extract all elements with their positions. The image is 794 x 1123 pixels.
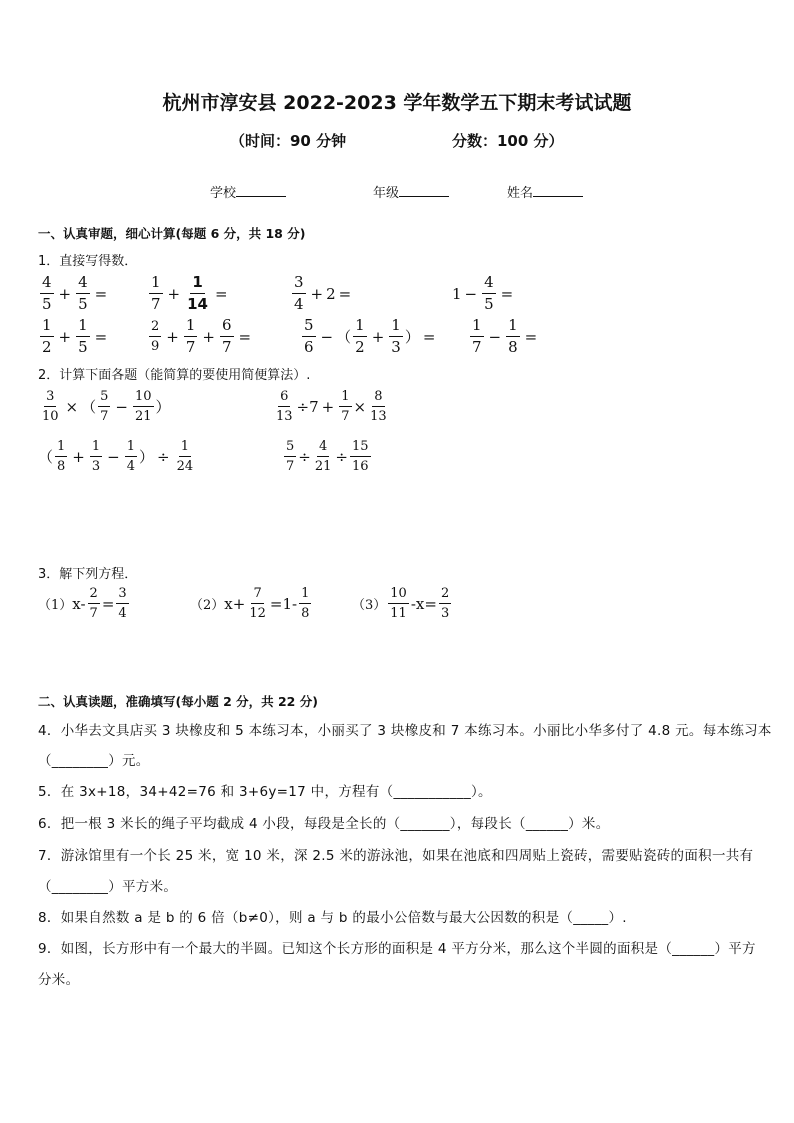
equation-1: （1） x- $\frac{2}{7}$ = $\frac{3}{4}$: [38, 586, 127, 621]
time-label: （时间：90 分钟: [230, 132, 347, 150]
expr-1g: $\frac{5}{6}$ − （ $\frac{1}{2}$ + $\frac{1}{3}$ ） =: [304, 316, 436, 356]
expr-2a: $\frac{3}{10}$ × （ $\frac{5}{7}$ − $\frac{10}{21}$ ）: [42, 389, 171, 424]
grade-blank[interactable]: [399, 184, 449, 197]
expr-2d: $\frac{5}{7}$ ÷ $\frac{4}{21}$ ÷ $\frac{15}{16}$: [286, 439, 369, 474]
expr-1h: $\frac{1}{7}$ − $\frac{1}{8}$ =: [472, 316, 538, 356]
name-field[interactable]: [507, 182, 583, 201]
expr-1a: $\frac{4}{5}$ + $\frac{4}{5}$ =: [42, 273, 108, 313]
name-blank[interactable]: [533, 184, 583, 197]
question-7: 7．游泳馆里有一个长 25 米，宽 10 米，深 2.5 米的游泳池，如果在池底和四周贴上瓷砖，需要贴瓷砖的面积一共有: [38, 848, 754, 864]
question-1: 1．直接写得数．: [38, 254, 138, 269]
grade-field[interactable]: [373, 182, 449, 201]
expr-1f: $\frac{2}{9}$ + $\frac{1}{7}$ + $\frac{6}{7}$ =: [151, 316, 252, 356]
grade-label: 年级: [373, 186, 400, 201]
question-6[interactable]: 6．把一根 3 米长的绳子平均截成 4 小段，每段是全长的（_______），每段长（______）米。: [38, 816, 610, 832]
question-4-blank[interactable]: （________）元。: [38, 753, 150, 769]
question-3: 3．解下列方程．: [38, 567, 138, 582]
section2-heading: 二、认真读题，准确填写(每小题 2 分，共 22 分): [38, 694, 318, 709]
school-field[interactable]: [210, 182, 286, 201]
question-7-blank[interactable]: （________）平方米。: [38, 879, 178, 895]
school-blank[interactable]: [236, 184, 286, 197]
score-label: 分数：100 分）: [452, 132, 564, 150]
expr-2b: $\frac{6}{13}$ ÷ 7 + $\frac{1}{7}$ × $\frac{8}{13}$: [276, 389, 387, 424]
expr-2c: （ $\frac{1}{8}$ + $\frac{1}{3}$ − $\frac{1}{4}$ ） ÷ $\frac{1}{24}$: [38, 439, 194, 474]
expr-1b: $\frac{1}{7}$ + $\frac{1}{14}$ =: [151, 273, 228, 313]
question-9-cont: 分米。: [38, 972, 80, 988]
question-8[interactable]: 8．如果自然数 a 是 b 的 6 倍（b≠0），则 a 与 b 的最小公倍数与最大公因数的积是（_____）.: [38, 910, 627, 926]
question-5[interactable]: 5．在 3x+18，34+42=76 和 3+6y=17 中，方程有（___________）。: [38, 784, 492, 800]
expr-1d: 1 − $\frac{4}{5}$ =: [452, 273, 514, 313]
question-2: 2．计算下面各题（能简算的要使用简便算法）.: [38, 368, 311, 383]
equation-3: （3） $\frac{10}{11}$ -x= $\frac{2}{3}$: [352, 586, 450, 621]
page-title: 杭州市淳安县 2022-2023 学年数学五下期末考试试题: [162, 92, 632, 114]
name-label: 姓名: [507, 186, 534, 201]
question-4: 4．小华去文具店买 3 块橡皮和 5 本练习本，小丽买了 3 块橡皮和 7 本练习本。小丽比小华多付了 4.8 元。每本练习本: [38, 723, 772, 739]
expr-1e: $\frac{1}{2}$ + $\frac{1}{5}$ =: [42, 316, 108, 356]
school-label: 学校: [210, 186, 237, 201]
equation-2: （2） x+ $\frac{7}{12}$ = 1- $\frac{1}{8}$: [190, 586, 310, 621]
expr-1c: $\frac{3}{4}$ + 2 =: [294, 273, 352, 313]
section1-heading: 一、认真审题，细心计算(每题 6 分，共 18 分): [38, 226, 306, 241]
question-9[interactable]: 9．如图，长方形中有一个最大的半圆。已知这个长方形的面积是 4 平方分米，那么这个半圆的面积是（______）平方: [38, 941, 756, 957]
